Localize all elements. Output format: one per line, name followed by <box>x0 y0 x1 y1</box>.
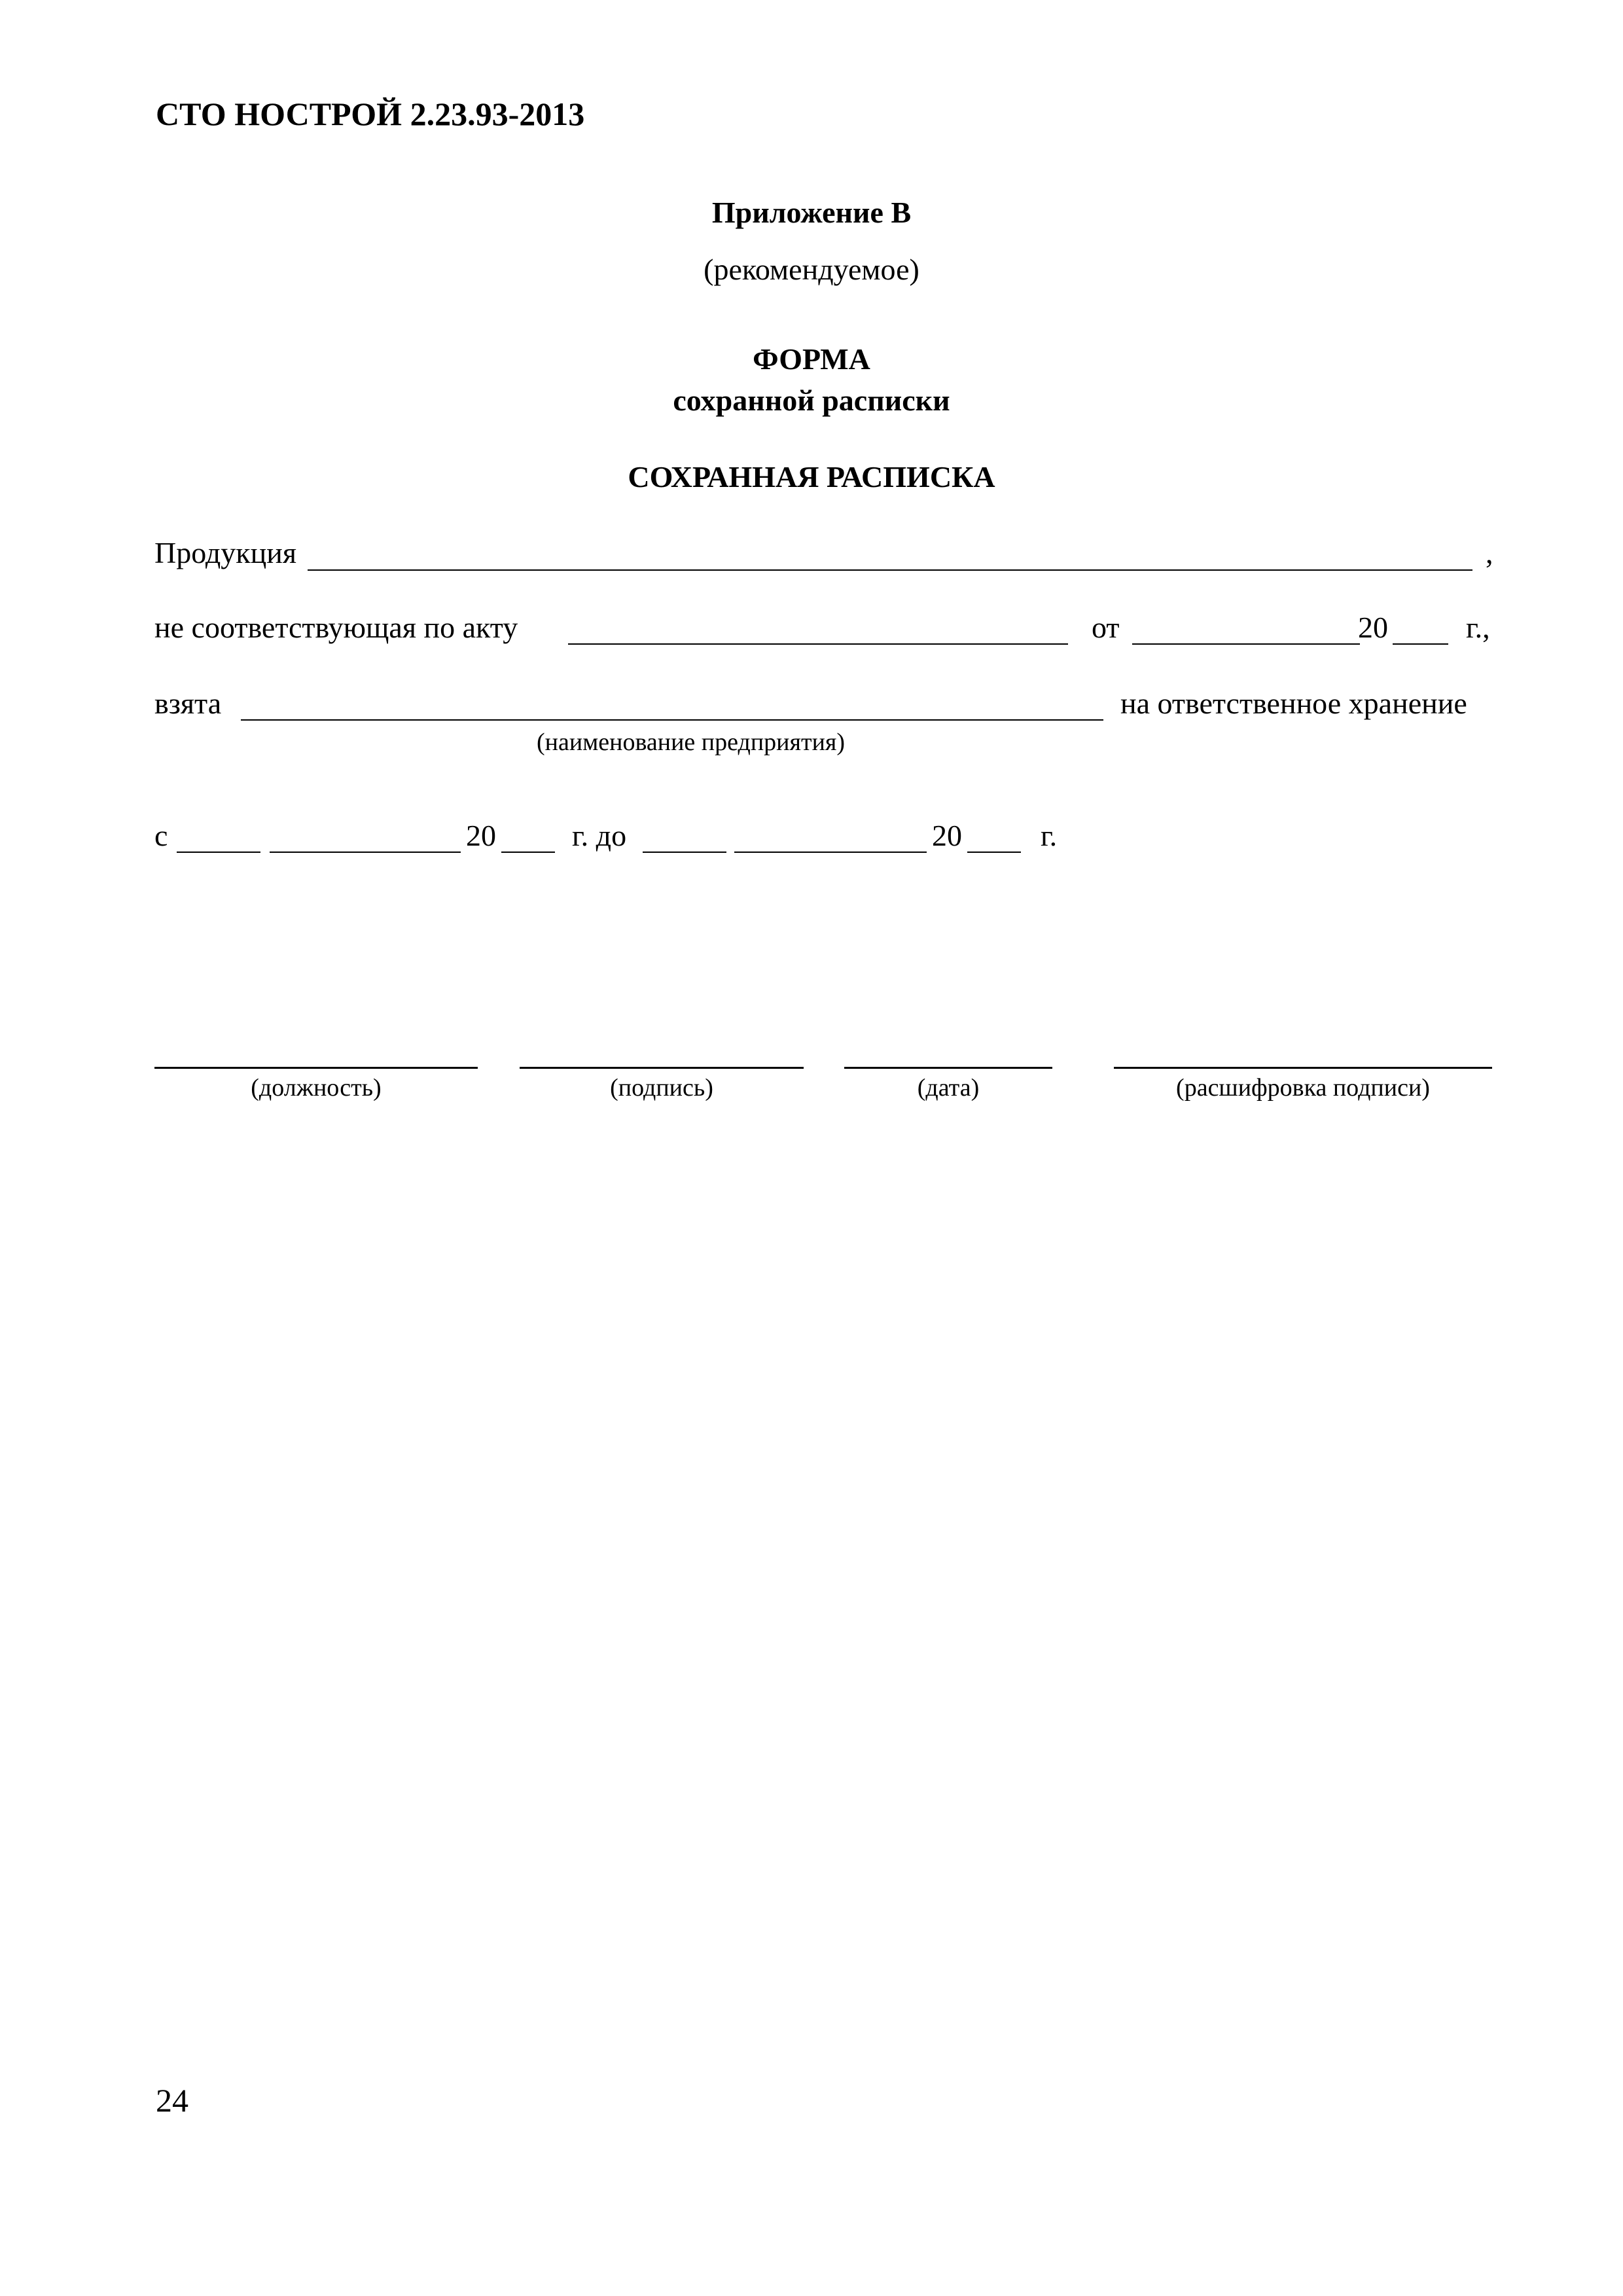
start-month-line[interactable] <box>270 852 461 853</box>
taken-label: взята <box>154 687 222 720</box>
signature-transcript-line[interactable] <box>1114 1067 1492 1069</box>
date-signature-line[interactable] <box>844 1067 1052 1069</box>
end-day-line[interactable] <box>643 852 726 853</box>
act-date-line[interactable] <box>1132 643 1360 645</box>
date-caption: (дата) <box>917 1074 980 1102</box>
end-month-line[interactable] <box>734 852 927 853</box>
enterprise-caption: (наименование предприятия) <box>537 728 846 756</box>
position-caption: (должность) <box>251 1074 382 1102</box>
start-year-prefix: 20 <box>466 819 496 852</box>
product-label: Продукция <box>154 536 297 569</box>
storage-label: на ответственное хранение <box>1120 687 1467 720</box>
receipt-title: СОХРАННАЯ РАСПИСКА <box>628 460 995 493</box>
act-year-suffix: г., <box>1466 611 1490 644</box>
enterprise-field-line[interactable] <box>241 719 1103 721</box>
act-year-line[interactable] <box>1393 643 1448 645</box>
act-year-prefix: 20 <box>1358 611 1388 644</box>
start-day-line[interactable] <box>177 852 260 853</box>
form-title: ФОРМА <box>753 342 870 376</box>
act-label: не соответствующая по акту <box>154 611 518 644</box>
transcript-caption: (расшифровка подписи) <box>1176 1074 1430 1102</box>
act-number-line[interactable] <box>568 643 1068 645</box>
appendix-status: (рекомендуемое) <box>704 253 919 286</box>
end-year-prefix: 20 <box>932 819 962 852</box>
end-year-line[interactable] <box>967 852 1021 853</box>
document-code: СТО НОСТРОЙ 2.23.93-2013 <box>156 96 585 132</box>
signature-line[interactable] <box>520 1067 804 1069</box>
period-from-label: с <box>154 819 168 852</box>
start-year-line[interactable] <box>501 852 555 853</box>
form-subtitle: сохранной расписки <box>673 384 950 417</box>
product-comma: , <box>1486 536 1493 569</box>
period-end-suffix: г. <box>1041 819 1058 852</box>
appendix-title: Приложение В <box>711 196 912 229</box>
page-number: 24 <box>156 2082 188 2119</box>
period-to-label: г. до <box>572 819 627 852</box>
product-field-line[interactable] <box>308 569 1472 571</box>
position-signature-line[interactable] <box>154 1067 478 1069</box>
act-from-label: от <box>1092 611 1120 644</box>
signature-caption: (подпись) <box>610 1074 713 1102</box>
